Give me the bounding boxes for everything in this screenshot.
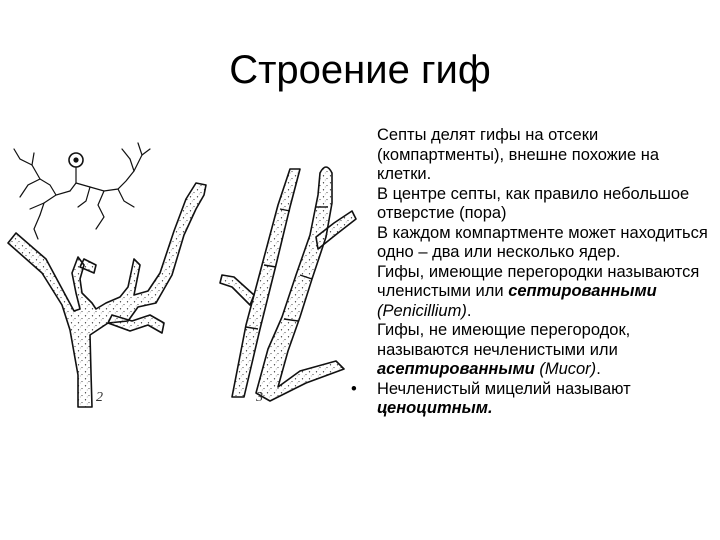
genus-mucor: (Mucor) bbox=[539, 360, 597, 378]
term-aseptate: асептированными bbox=[377, 360, 535, 378]
term-septate: септированными bbox=[508, 282, 657, 300]
panel-2-hypha-drawing bbox=[8, 143, 206, 407]
panel-label-3: 3 bbox=[256, 390, 263, 405]
bullet-item: В центре септы, как правило небольшое отверстие (пора) bbox=[377, 184, 690, 222]
bullet-item: • Нечленистый мицелий называют ценоцитным. bbox=[348, 380, 710, 419]
genus-penicillium: (Penicillium) bbox=[377, 301, 467, 320]
bullet-item: Гифы, не имеющие перегородок, называются нечленистыми или асептированными (Mucor). bbox=[377, 321, 631, 378]
bullet-list bbox=[348, 126, 710, 419]
term-coenocytic: ценоцитным bbox=[377, 399, 488, 417]
bullet-item: В каждом компартменте может находиться одно – два или несколько ядер. bbox=[377, 223, 708, 261]
bullet-item: Септы делят гифы на отсеки (компартменты), внешне похожие на клетки. bbox=[377, 126, 660, 183]
panel-label-2: 2 bbox=[96, 390, 103, 405]
slide-title: Строение гиф bbox=[229, 48, 491, 92]
panel-3-hypha-drawing bbox=[220, 167, 356, 405]
spore-drawing bbox=[14, 143, 150, 239]
bullet-item: Гифы, имеющие перегородки называются членистыми или септированными (Penicillium). bbox=[377, 262, 700, 320]
hyphae-illustration bbox=[0, 125, 370, 415]
